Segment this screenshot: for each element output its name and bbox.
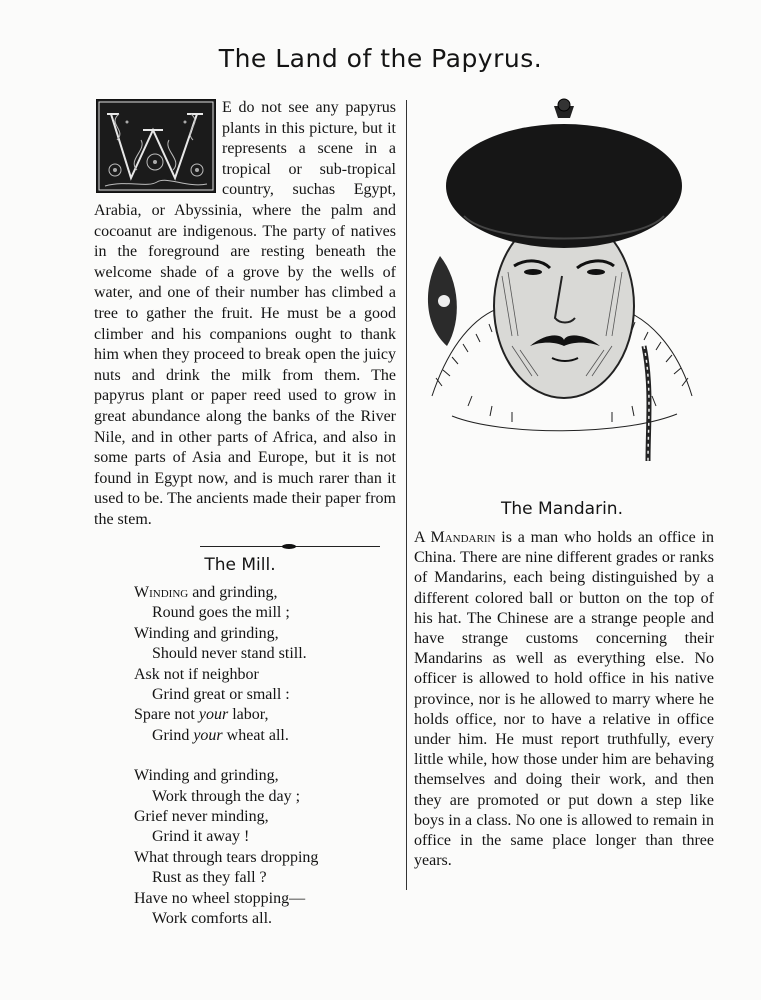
column-divider — [406, 100, 407, 890]
poem-line: Work comforts all. — [152, 910, 273, 928]
poem-line: What through tears dropping — [134, 848, 319, 866]
mandarin-portrait — [412, 96, 712, 486]
mandarin-title: The Mandarin. — [501, 499, 623, 519]
page-title: The Land of the Papyrus. — [218, 44, 543, 73]
poem-line: Work through the day ; — [152, 787, 301, 805]
poem-line: Spare not your labor, — [134, 706, 269, 724]
poem-line: Have no wheel stopping— — [134, 889, 306, 907]
decorated-initial-w — [96, 99, 216, 193]
poem-line: Grief never minding, — [134, 808, 269, 826]
papyrus-article — [94, 98, 396, 530]
poem-line: Ask not if neighbor — [134, 665, 259, 683]
poem-line: Winding and grinding, — [134, 767, 279, 785]
poem-line: Should never stand still. — [152, 645, 307, 663]
mill-poem — [134, 583, 394, 930]
section-divider — [200, 545, 380, 549]
mill-title: The Mill. — [204, 555, 276, 575]
poem-line: Rust as they fall ? — [152, 869, 267, 887]
poem-line: Winding and grinding, — [134, 584, 278, 601]
poem-line: Winding and grinding, — [134, 624, 279, 642]
poem-line: Grind it away ! — [152, 828, 250, 846]
mandarin-text: A Mandarin is a man who holds an office in China. There are nine different grades or ranks of Mandarins, each being distinguished by a different colored ball or button on the top of his hat. The Chinese are a strange people and have strange customs concerning their Mandarins as well as everything else. No officer is allowed to hold office in his native province, nor is he allowed to marry where he holds office, nor to have a relative in office under him. He must report truthfully, every little while, how those under him are behaving themselves and doing their work, and then they are promoted or put down a step like boys in a class. No one is allowed to remain in office in the same place longer than three years. — [414, 529, 715, 870]
poem-line: Grind great or small : — [152, 686, 290, 704]
poem-line: Round goes the mill ; — [152, 604, 290, 622]
papyrus-text: E do not see any papyrus plants in this picture, but it represents a scene in a tropical or sub-tropical country, suchas Egypt, Arabia, or Abyssinia, where the palm and cocoanut are indigenous. The party of natives in the foreground are resting beneath the welcome shade of a grove by the wells of water, and one of their number has climbed a tree to gather the fruit. He must be a good climber and his companions ought to thank him when they proceed to break open the juicy nuts and drink the milk from them. The papyrus plant or paper reed used to grow in great abundance along the banks of the River Nile, and in other parts of Africa, and also in some parts of Asia and Europe, but it is not found in Egypt now, and is much rarer than it used to be. The ancients made their paper from the stem. — [94, 99, 396, 528]
poem-line: Grind your wheat all. — [152, 726, 289, 744]
